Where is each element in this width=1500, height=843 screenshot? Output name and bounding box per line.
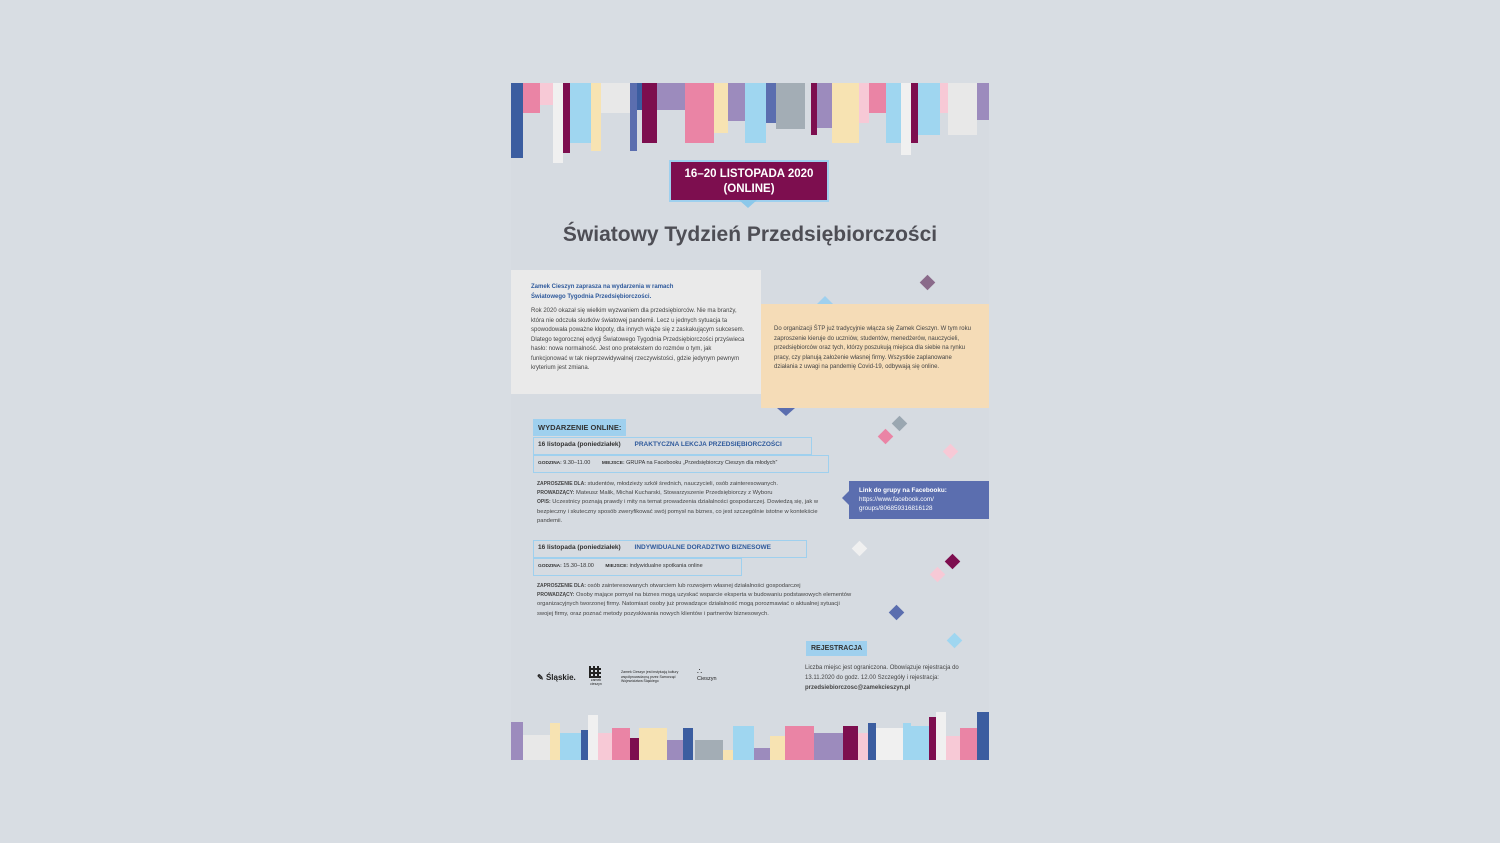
decorative-bar [948, 83, 977, 135]
stp-pointer [777, 408, 795, 416]
event1-invite-label: ZAPROSZENIE DLA: [537, 481, 586, 487]
decorative-bar [770, 736, 785, 760]
decorative-bar [977, 83, 989, 120]
decorative-bar [903, 723, 911, 760]
partner-logos [537, 666, 727, 690]
decorative-bar [977, 712, 989, 760]
decorative-bar [511, 83, 523, 158]
diamond-deco [947, 633, 963, 649]
decorative-bar [929, 717, 936, 760]
decorative-bar [523, 735, 550, 760]
event2-place: indywidualne spotkania online [629, 563, 703, 569]
decorative-bar [733, 726, 754, 760]
decorative-bar [591, 83, 601, 151]
poster [511, 83, 989, 760]
decorative-bar [859, 83, 869, 123]
event1-description [537, 480, 837, 526]
event1-desc-label: OPIS: [537, 499, 551, 506]
decorative-bar [754, 748, 770, 760]
decorative-bar [714, 83, 728, 133]
event1-time: 9.30–11.00 [563, 460, 591, 466]
registration-text: Liczba miejsc jest ograniczona. Obowiązuje rejestracja do 13.11.2020 do godz. 12.00 Szczegóły i rejestracja: [805, 665, 959, 681]
event-date-badge [669, 160, 829, 202]
diamond-deco [920, 275, 936, 291]
event1-desc-line [537, 498, 837, 526]
event-date-format: (ONLINE) [723, 183, 775, 195]
decorative-bar [960, 728, 977, 760]
decorative-bar [814, 733, 843, 760]
intro-lead-line-2: Światowego Tygodnia Przedsiębiorczości. [531, 293, 652, 300]
decorative-bar [868, 723, 876, 760]
diamond-deco [852, 541, 868, 557]
decorative-bar [869, 83, 886, 113]
decorative-bar [598, 733, 612, 760]
institution-note: Zamek Cieszyn jest instytucją kultury współprowadzoną przez Samorząd Województwa Śląskiego [621, 670, 679, 683]
decorative-bar [858, 733, 868, 760]
event1-lead-line [537, 489, 837, 498]
decorative-bar [911, 83, 918, 143]
registration-info [805, 663, 975, 693]
event2-lead-label: PROWADZĄCY: [537, 592, 575, 599]
decorative-bar [918, 83, 940, 135]
decorative-bar [511, 722, 523, 760]
event2-lead-line [537, 591, 857, 619]
decorative-bar [560, 733, 581, 760]
event1-invite: studentów, młodzieży szkół średnich, nauczycieli, osób zainteresowanych. [587, 481, 778, 487]
diamond-deco [945, 554, 961, 570]
intro-body: Rok 2020 okazał się wielkim wyzwaniem dla przedsiębiorców. Nie ma branży, która nie odczuła skutków światowej pandemii. Lecz u jednych sytuacja ta spowodowała poważne kłopoty, dla innych wiąże się z zaskakującym sukcesem. Dlatego tegorocznej edycji Światowego Tygodnia Przedsiębiorczości przyświeca hasło: nowa normalność. Jest ono pretekstem do rozmów o tym, jak funkcjonować w tak nieprzewidywalnej rzeczywistości, gdzie jedynym pewnym kryterium jest zmiana. [531, 308, 745, 371]
slaskie-logo [537, 673, 576, 682]
event2-header [533, 540, 807, 558]
decorative-bar [723, 750, 733, 760]
intro-box [511, 270, 761, 394]
intro-lead [531, 283, 749, 302]
stp-body: Do organizacji ŚTP już tradycyjnie włącza się Zamek Cieszyn. W tym roku zaproszenie kieruje do uczniów, studentów, menedżerów, nauczycieli, przedsiębiorców oraz tych, którzy poszukują miejsca dla siebie na rynku pracy, czy planują założenie własnej firmy. Wszystkie zaplanowane działania z uwagi na pandemię Covid-19, odbywają się online. [774, 326, 971, 370]
decorative-bar [728, 83, 745, 121]
decorative-bar [642, 83, 657, 143]
stp-info-box [761, 304, 989, 408]
date-badge-pointer [739, 200, 757, 208]
event1-place-label: MIEJSCE: [601, 461, 625, 466]
event2-time: 15.30–18.00 [563, 563, 594, 569]
page-title: Światowy Tydzień Przedsiębiorczości [562, 223, 938, 246]
event1-desc: Uczestnicy poznają prawdy i mity na temat prowadzenia działalności gospodarczej. Dowiedzą się, jak w bezpieczny i skuteczny sposób zweryfikować swój pomysł na biznes, co jest szczególnie istotne w kontekście pandemii. [537, 499, 819, 524]
decorative-bar [601, 83, 630, 113]
registration-email[interactable]: przedsiebiorczosc@zamekcieszyn.pl [805, 685, 911, 691]
event1-date: 16 listopada (poniedziałek) [538, 441, 621, 448]
event1-lead-label: PROWADZĄCY: [537, 490, 575, 497]
event1-time-label: GODZINA: [538, 461, 562, 466]
event2-details [533, 558, 742, 576]
event1-header [533, 437, 812, 455]
registration-label: REJESTRACJA [806, 641, 867, 656]
slaskie-logo-text: Śląskie. [545, 673, 576, 682]
diamond-deco [930, 567, 946, 583]
decorative-bar [817, 83, 832, 128]
facebook-link-url-2[interactable]: groups/806859316816128 [859, 505, 933, 512]
decorative-bar [523, 83, 540, 113]
diamond-deco [889, 605, 905, 621]
facebook-link-label: Link do grupy na Facebooku: [859, 487, 947, 494]
event2-invite: osób zainteresowanych otwarciem lub rozwojem własnej działalności gospodarczej [587, 583, 801, 589]
decorative-bar [911, 726, 929, 760]
event2-desc: Osoby mające pomysł na biznes mogą uzyskać wsparcie eksperta w budowaniu podstawowych elementów organizacyjnych tworzonej firmy. Natomiast osoby już prowadzące działalność mogą porozmawiać o aktualnej sytuacji swojej firmy, oraz poznać metody pozyskiwania nowych klientów i partnerów biznesowych. [537, 592, 852, 617]
event2-invite-line [537, 582, 857, 591]
diamond-deco [943, 444, 959, 460]
diamond-deco [878, 429, 894, 445]
diamond-deco [892, 416, 908, 432]
decorative-bar [745, 83, 766, 143]
decorative-bar [940, 83, 948, 113]
slaskie-icon: ✎ [537, 673, 544, 682]
cieszyn-dots-icon: ∴ [697, 667, 703, 676]
cieszyn-logo [697, 668, 717, 682]
decorative-bar [946, 736, 960, 760]
facebook-link-box[interactable] [849, 481, 989, 519]
zamek-cieszyn-logo [589, 666, 603, 686]
decorative-bar [550, 723, 560, 760]
decorative-bar [639, 728, 667, 760]
decorative-bar [685, 83, 714, 143]
decorative-bar [612, 728, 630, 760]
decorative-bar [570, 83, 591, 143]
event1-place: GRUPA na Facebooku „Przedsiębiorczy Cieszyn dla młodych” [626, 460, 778, 466]
online-event-label: WYDARZENIE ONLINE: [533, 419, 626, 436]
event1-title: PRAKTYCZNA LEKCJA PRZEDSIĘBIORCZOŚCI [634, 441, 782, 448]
decorative-bar [553, 83, 563, 163]
event2-invite-label: ZAPROSZENIE DLA: [537, 583, 586, 589]
event2-time-label: GODZINA: [538, 564, 562, 569]
zamek-logo-text: zamek cieszyn [590, 678, 602, 686]
decorative-bar [563, 83, 570, 153]
facebook-link-url-1[interactable]: https://www.facebook.com/ [859, 496, 934, 503]
decorative-bar [832, 83, 859, 143]
decorative-bar [657, 83, 685, 110]
decorative-bar [630, 738, 639, 760]
decorative-bar [766, 83, 776, 123]
decorative-bar [630, 83, 637, 151]
decorative-bar [936, 712, 946, 760]
event2-title: INDYWIDUALNE DORADZTWO BIZNESOWE [634, 544, 772, 551]
event1-invite-line [537, 480, 837, 489]
facebook-box-pointer [842, 491, 849, 505]
decorative-bar [901, 83, 911, 155]
decorative-bar [667, 740, 683, 760]
decorative-bar [776, 83, 805, 129]
zamek-grid-icon [589, 666, 601, 678]
event2-place-label: MIEJSCE: [605, 564, 629, 569]
intro-lead-line-1: Zamek Cieszyn zaprasza na wydarzenia w ramach [531, 284, 674, 290]
decorative-bar [588, 715, 598, 760]
decorative-bar [683, 728, 693, 760]
decorative-bar [695, 740, 723, 760]
decorative-bar [540, 83, 553, 105]
event2-date: 16 listopada (poniedziałek) [538, 544, 621, 551]
stp-top-marker [817, 296, 833, 304]
event1-details [533, 455, 829, 473]
event1-lead: Mateusz Malik, Michał Kucharski, Stowarzyszenie Przedsiębiorczy z Wyboru [576, 490, 773, 497]
event-date-range: 16–20 LISTOPADA 2020 [684, 168, 814, 180]
decorative-bar [785, 726, 814, 760]
cieszyn-logo-text: Cieszyn [697, 676, 717, 682]
decorative-bar [581, 730, 588, 760]
decorative-bar [843, 726, 858, 760]
decorative-bar [876, 728, 903, 760]
decorative-bar [886, 83, 901, 143]
event2-description [537, 582, 857, 619]
